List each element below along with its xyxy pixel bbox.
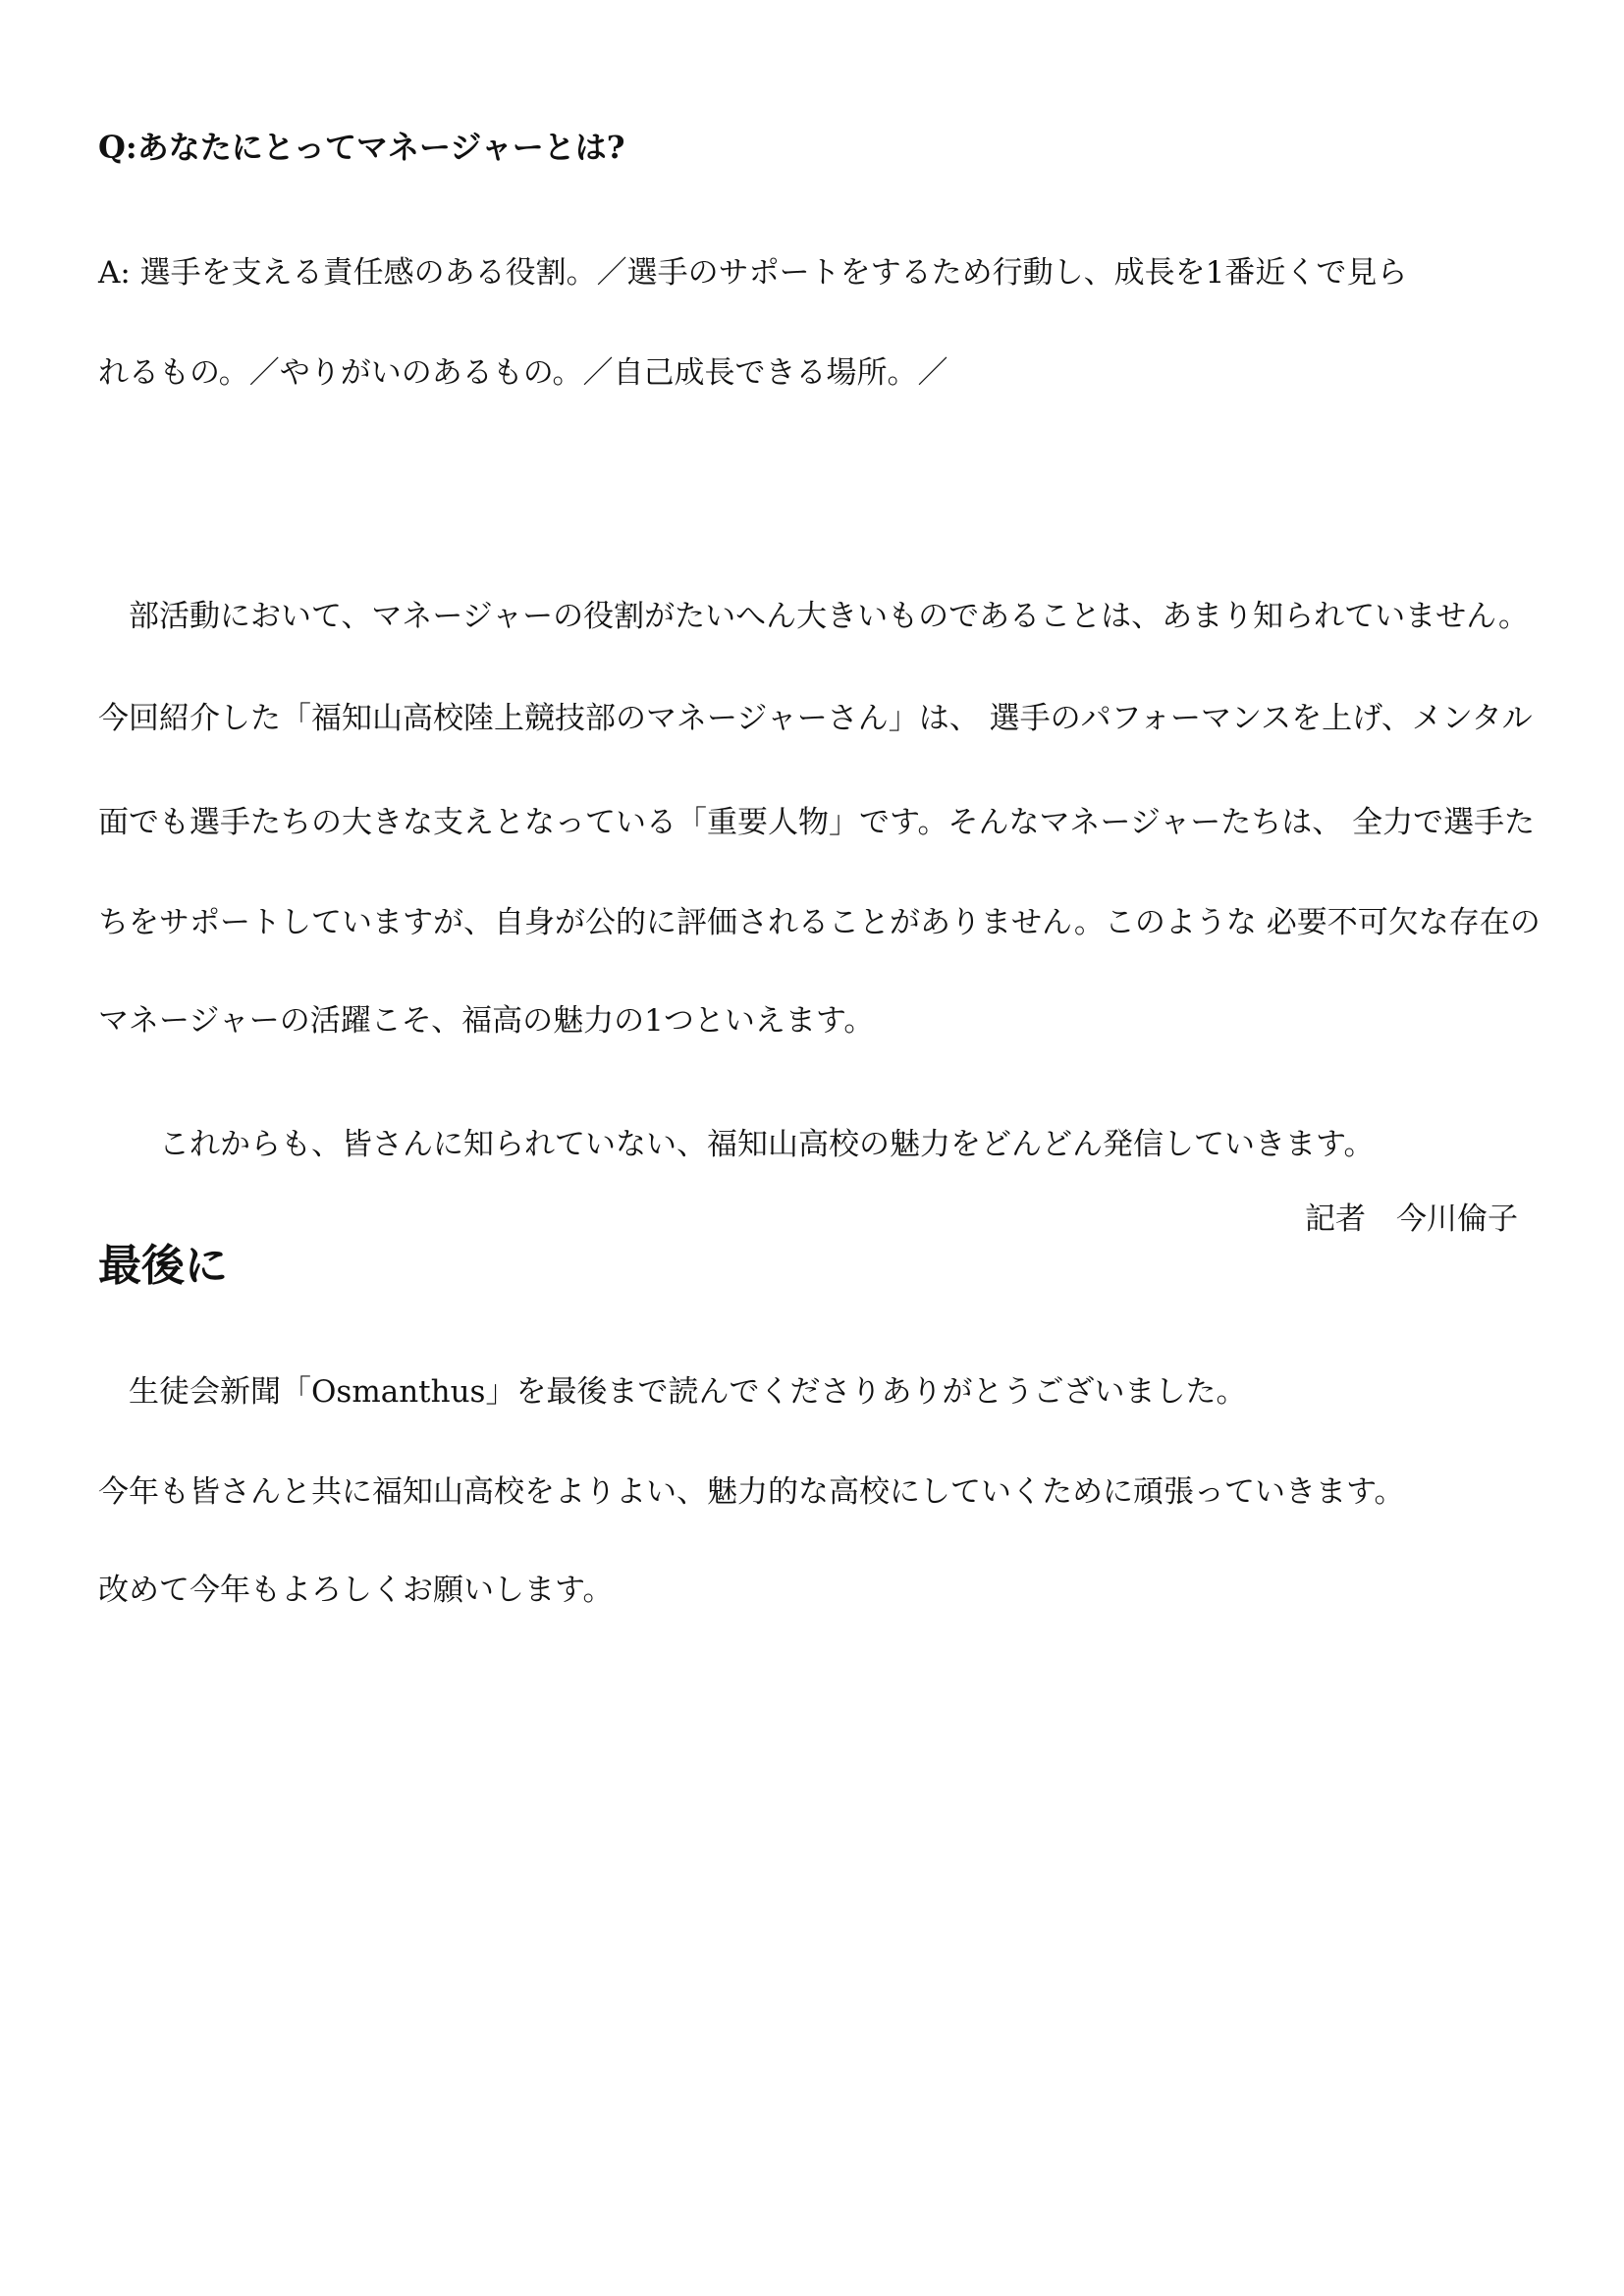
closing-line-3: 改めて今年もよろしくお願いします。 [98, 1573, 614, 1608]
closing-line-2: 今年も皆さんと共に福知山高校をよりよい、魅力的な高校にしていくために頑張っていきます。 [98, 1474, 1405, 1510]
qa-answer-line-1: A: 選手を支える責任感のある役割。／選手のサポートをするため行動し、成長を1番近くで見ら [98, 255, 1408, 291]
article-paragraph-line-2: 今回紹介した「福知山高校陸上競技部のマネージャーさん」は、 選手のパフォーマンスを上げ、メンタル [98, 701, 1533, 736]
article-paragraph-line-4: ちをサポートしていますが、自身が公的に評価されることがありません。このような 必要不可欠な存在の [98, 905, 1541, 940]
reporter-byline: 記者 今川倫子 [1305, 1201, 1518, 1237]
qa-answer-line-2: れるもの。／やりがいのあるもの。／自己成長できる場所。／ [98, 355, 948, 391]
article-paragraph-line-5: マネージャーの活躍こそ、福高の魅力の1つといえます。 [98, 1003, 875, 1039]
article-paragraph-line-6: これからも、皆さんに知られていない、福知山高校の魅力をどんどん発信していきます。 [98, 1127, 1375, 1162]
article-paragraph-line-1: 部活動において、マネージャーの役割がたいへん大きいものであることは、あまり知られていません。 [98, 599, 1529, 634]
article-paragraph-line-3: 面でも選手たちの大きな支えとなっている「重要人物」です。そんなマネージャーたちは、 全力で選手た [98, 805, 1536, 840]
closing-line-1: 生徒会新聞「Osmanthus」を最後まで読んでくださりありがとうございました。 [98, 1374, 1247, 1410]
section-heading-closing: 最後に [98, 1241, 228, 1291]
qa-question: Q:あなたにとってマネージャーとは? [98, 129, 625, 166]
